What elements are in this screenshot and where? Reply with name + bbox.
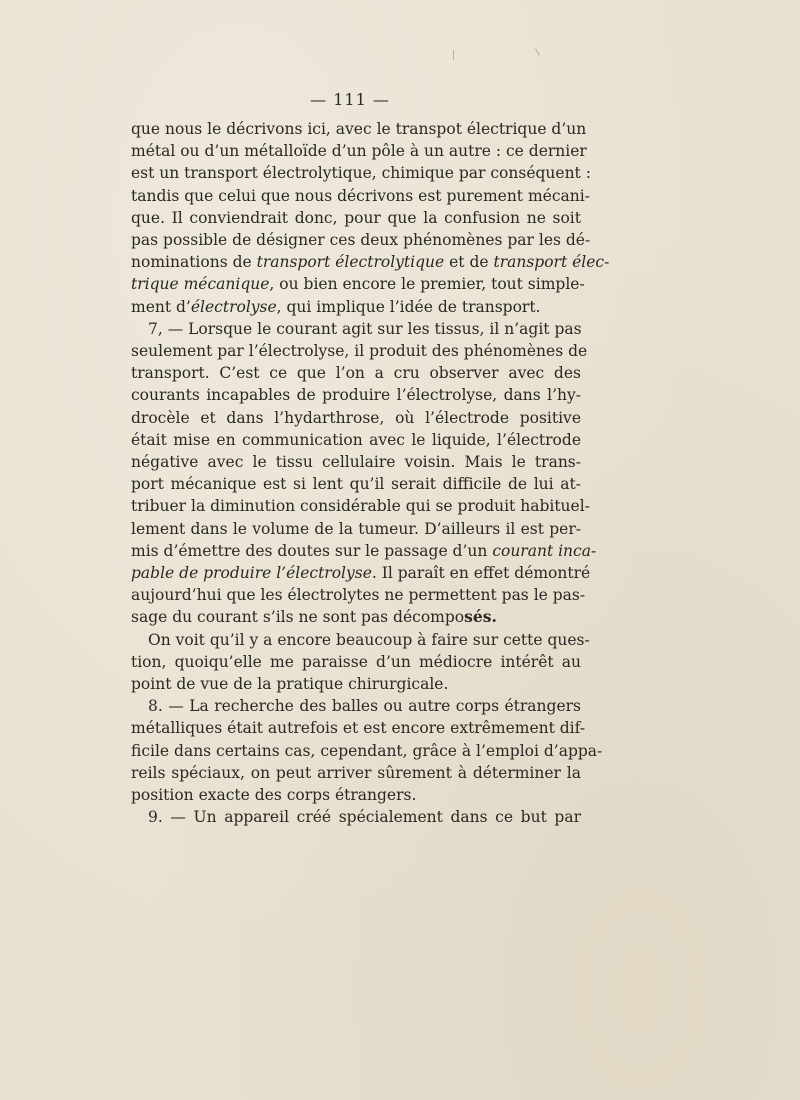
text-line: lement dans le volume de la tumeur. D’ailleurs il est per- (131, 519, 581, 538)
text-line: 7, — Lorsque le courant agit sur les tissus, il n’agit pas (148, 319, 582, 338)
text-line: tandis que celui que nous décrivons est purement mécani- (131, 186, 590, 205)
text-line: que nous le décrivons ici, avec le transpot électrique d’un (131, 120, 587, 138)
paper-speck (535, 48, 540, 55)
text-line: port mécanique est si lent qu’il serait difficile de lui at- (131, 475, 581, 494)
text-line: tribuer la diminution considérable qui se produit habituel- (131, 497, 590, 516)
text-line: seulement par l’électrolyse, il produit des phénomènes de (131, 342, 588, 361)
paper-speck (453, 50, 454, 60)
text-line: métal ou d’un métalloïde d’un pôle à un autre : ce dernier (131, 142, 587, 161)
page-number: — 111 — (310, 90, 390, 109)
text-line: trique mécanique, ou bien encore le premier, tout simple- (131, 275, 585, 294)
paragraph-5 (131, 806, 581, 828)
text-line: position exacte des corps étrangers. (131, 786, 417, 805)
paragraph-1 (131, 118, 610, 318)
paragraph-2 (131, 318, 597, 629)
text-line: 9. — Un appareil créé spécialement dans ce but par (148, 808, 581, 827)
text-line: métalliques était autrefois et est encore extrêmement dif- (131, 719, 586, 738)
text-line: point de vue de la pratique chirurgicale. (131, 675, 449, 694)
text-line: pas possible de désigner ces deux phénomènes par les dé- (131, 231, 591, 250)
body-text (131, 118, 610, 829)
text-line: reils spéciaux, on peut arriver sûrement à déterminer la (131, 763, 581, 782)
text-line: 8. — La recherche des balles ou autre corps étrangers (148, 697, 581, 716)
paragraph-3 (131, 629, 590, 696)
text-line: tion, quoiqu’elle me paraisse d’un médiocre intérêt au (131, 652, 581, 671)
text-line: négative avec le tissu cellulaire voisin. Mais le trans- (131, 453, 581, 472)
text-line: transport. C’est ce que l’on a cru observer avec des (131, 364, 581, 383)
paragraph-4 (131, 695, 603, 806)
text-line: que. Il conviendrait donc, pour que la confusion ne soit (131, 208, 581, 227)
text-line: pable de produire l’électrolyse. Il paraît en effet démontré (131, 564, 591, 583)
text-line: sage du courant s’ils ne sont pas décomposés. (131, 607, 497, 627)
text-line: est un transport électrolytique, chimique par conséquent : (131, 164, 591, 183)
text-line: nominations de transport électrolytique et de transport élec- (131, 253, 610, 272)
text-line: drocèle et dans l’hydarthrose, où l’électrode positive (131, 408, 581, 427)
text-line: aujourd’hui que les électrolytes ne permettent pas le pas- (131, 586, 586, 605)
text-line: On voit qu’il y a encore beaucoup à faire sur cette ques- (148, 630, 590, 649)
text-line: courants incapables de produire l’électrolyse, dans l’hy- (131, 386, 581, 405)
text-line: ficile dans certains cas, cependant, grâce à l’emploi d’appa- (131, 741, 603, 760)
text-line: ment d’électrolyse, qui implique l’idée de transport. (131, 297, 541, 316)
text-line: était mise en communication avec le liquide, l’électrode (131, 430, 581, 449)
text-line: mis d’émettre des doutes sur le passage d’un courant inca- (131, 541, 597, 560)
